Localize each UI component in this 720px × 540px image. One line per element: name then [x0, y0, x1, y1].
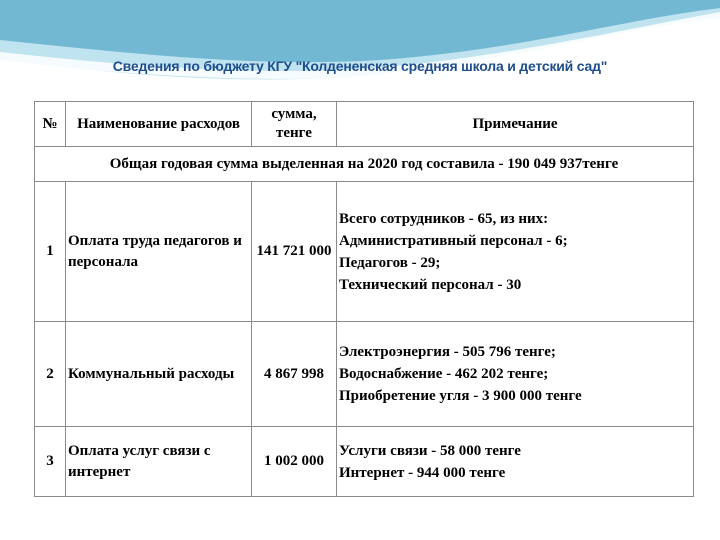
header-number: №: [35, 102, 66, 147]
row-note: [337, 322, 694, 427]
note-line: Услуги связи - 58 000 тенге: [339, 442, 521, 459]
row-note: [337, 182, 694, 322]
header-sum: сумма, тенге: [252, 102, 337, 147]
header-row: [35, 102, 694, 147]
row-note: [337, 427, 694, 497]
note-line: Приобретение угля - 3 900 000 тенге: [339, 388, 582, 404]
table-row: [35, 322, 694, 427]
header-note: Примечание: [337, 102, 694, 147]
note-line: Технический персонал - 30: [339, 276, 522, 293]
row-number: 2: [35, 322, 66, 427]
row-name: Коммунальный расходы: [66, 322, 252, 427]
note-line: Всего сотрудников - 65, из них:: [339, 210, 549, 227]
row-sum: 141 721 000: [252, 182, 337, 322]
row-name: Оплата услуг связи с интернет: [66, 427, 252, 497]
note-line: Интернет - 944 000 тенге: [339, 464, 506, 481]
note-line: Электроэнергия - 505 796 тенге;: [339, 344, 556, 360]
row-sum: 4 867 998: [252, 322, 337, 427]
note-line: Педагогов - 29;: [339, 254, 441, 271]
note-line: Административный персонал - 6;: [339, 232, 568, 249]
total-text: Общая годовая сумма выделенная на 2020 год составила - 190 049 937тенге: [35, 147, 694, 182]
row-number: 1: [35, 182, 66, 322]
table-row: [35, 427, 694, 497]
header-name: Наименование расходов: [66, 102, 252, 147]
budget-table: [34, 101, 694, 497]
note-line: Водоснабжение - 462 202 тенге;: [339, 366, 549, 382]
table-row: [35, 182, 694, 322]
header-wave-decoration: [0, 0, 720, 110]
row-number: 3: [35, 427, 66, 497]
row-name: Оплата труда педагогов и персонала: [66, 182, 252, 322]
total-row: [35, 147, 694, 182]
page-title: Сведения по бюджету КГУ "Колдененская средняя школа и детский сад": [112, 58, 608, 74]
row-sum: 1 002 000: [252, 427, 337, 497]
